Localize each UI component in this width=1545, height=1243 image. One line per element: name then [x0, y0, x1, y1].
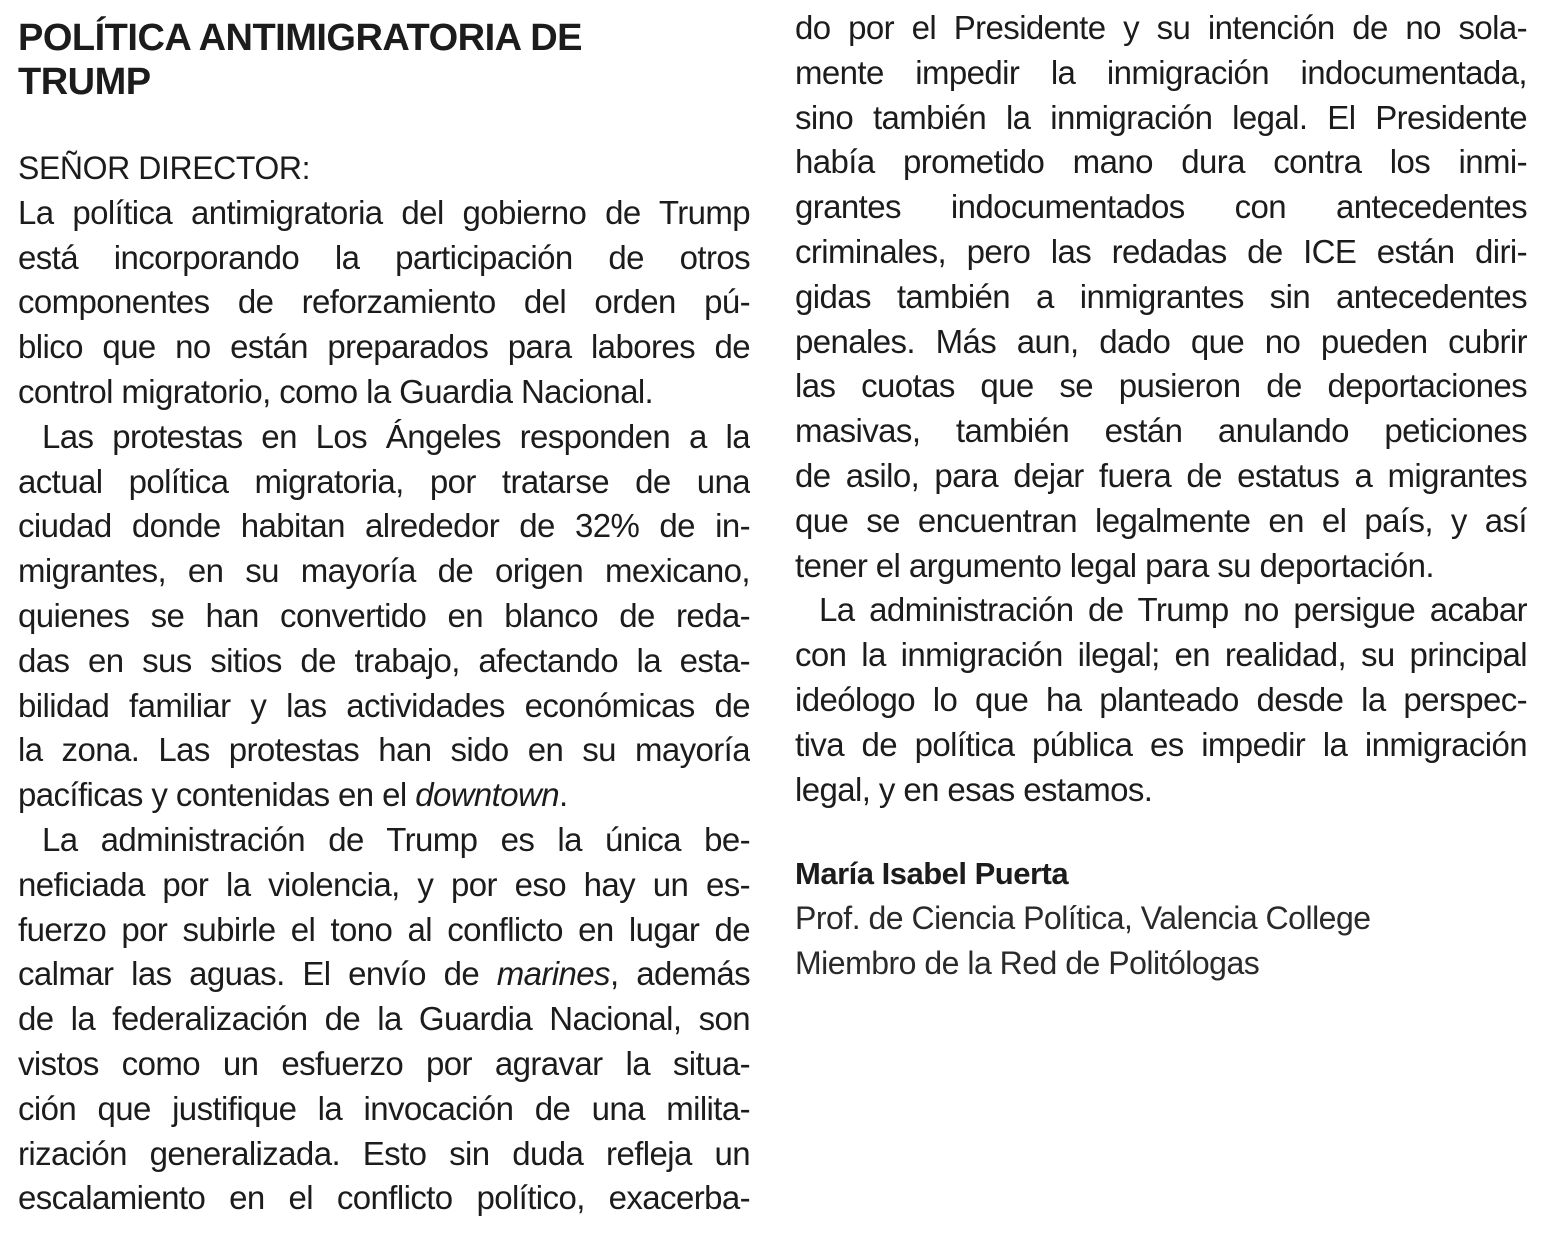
text-line: actual política migratoria, por tratarse de una: [18, 462, 750, 500]
text-line: legal, y en esas estamos.: [795, 770, 1153, 808]
italic-text: marines: [496, 955, 610, 993]
left-column: [18, 0, 750, 1221]
paragraph-3: [18, 818, 750, 1221]
text-run: , además: [609, 955, 750, 993]
text-line: La administración de Trump no persigue acabar: [819, 591, 1527, 629]
author-title: Prof. de Ciencia Política, Valencia College: [795, 900, 1371, 937]
text-line: escalamiento en el conflicto político, exacerba-: [18, 1179, 750, 1217]
text-line: do por el Presidente y su intención de no sola-: [795, 9, 1527, 46]
text-line: neficiada por la violencia, y por eso hay un es-: [18, 865, 750, 903]
text-line: das en sus sitios de trabajo, afectando la esta-: [18, 641, 750, 679]
text-run: pacíficas y contenidas en el: [18, 776, 416, 814]
text-line: está incorporando la participación de otros: [18, 238, 750, 276]
author-affiliation: Miembro de la Red de Politólogas: [795, 945, 1260, 982]
text-line: las cuotas que se pusieron de deportaciones: [795, 367, 1527, 405]
text-line: penales. Más aun, dado que no pueden cubrir: [795, 322, 1527, 360]
text-line: rización generalizada. Esto sin duda refleja un: [18, 1134, 750, 1172]
text-line: control migratorio, como la Guardia Nacional.: [18, 372, 654, 410]
text-line: [18, 952, 750, 997]
text-line: la zona. Las protestas han sido en su mayoría: [18, 731, 750, 769]
salutation: SEÑOR DIRECTOR:: [18, 150, 311, 186]
text-line: fuerzo por subirle el tono al conflicto en lugar de: [18, 910, 750, 948]
text-line: de la federalización de la Guardia Nacional, son: [18, 1000, 750, 1038]
text-line: bilidad familiar y las actividades económicas de: [18, 686, 750, 724]
text-line: La administración de Trump es la única be-: [42, 820, 750, 858]
text-line: tener el argumento legal para su deportación.: [795, 546, 1434, 584]
text-line: grantes indocumentados con antecedentes: [795, 188, 1527, 226]
text-line: [18, 773, 750, 818]
paragraph-1: [18, 191, 750, 415]
text-line: ción que justifique la invocación de una milita-: [18, 1089, 750, 1127]
text-line: había prometido mano dura contra los inmi-: [795, 143, 1527, 181]
right-column: [795, 0, 1527, 986]
paragraph-3-continued: [795, 6, 1527, 588]
text-line: tiva de política pública es impedir la inmigración: [795, 725, 1527, 763]
text-line: componentes de reforzamiento del orden pú-: [18, 283, 750, 321]
text-line: mente impedir la inmigración indocumentada,: [795, 53, 1527, 91]
text-line: migrantes, en su mayoría de origen mexicano,: [18, 552, 750, 590]
text-line: Las protestas en Los Ángeles responden a la: [42, 417, 750, 455]
paragraph-4: [795, 588, 1527, 812]
author-name: María Isabel Puerta: [795, 856, 1069, 892]
text-line: blico que no están preparados para labores de: [18, 328, 750, 366]
signature-block: [795, 852, 1527, 986]
text-line: vistos como un esfuerzo por agravar la situa-: [18, 1044, 750, 1082]
text-run: calmar las aguas. El envío de: [18, 955, 497, 993]
text-line: que se encuentran legalmente en el país, y así: [795, 501, 1527, 539]
text-line: ciudad donde habitan alrededor de 32% de in-: [18, 507, 750, 545]
text-line: masivas, también están anulando peticiones: [795, 412, 1527, 450]
text-line: con la inmigración ilegal; en realidad, su principal: [795, 636, 1527, 674]
headline-line-2: TRUMP: [18, 61, 151, 103]
text-line: sino también la inmigración legal. El Presidente: [795, 98, 1527, 136]
text-line: criminales, pero las redadas de ICE están diri-: [795, 232, 1527, 270]
text-line: La política antimigratoria del gobierno de Trump: [18, 193, 750, 231]
text-line: de asilo, para dejar fuera de estatus a migrantes: [795, 456, 1527, 494]
text-run: .: [558, 776, 568, 814]
headline: [18, 16, 750, 104]
text-line: quienes se han convertido en blanco de reda-: [18, 596, 750, 634]
italic-text: downtown: [415, 776, 559, 814]
text-line: gidas también a inmigrantes sin antecedentes: [795, 277, 1527, 315]
headline-line-1: POLÍTICA ANTIMIGRATORIA DE: [18, 17, 583, 59]
text-line: ideólogo lo que ha planteado desde la perspec-: [795, 680, 1527, 718]
paragraph-2: [18, 415, 750, 818]
